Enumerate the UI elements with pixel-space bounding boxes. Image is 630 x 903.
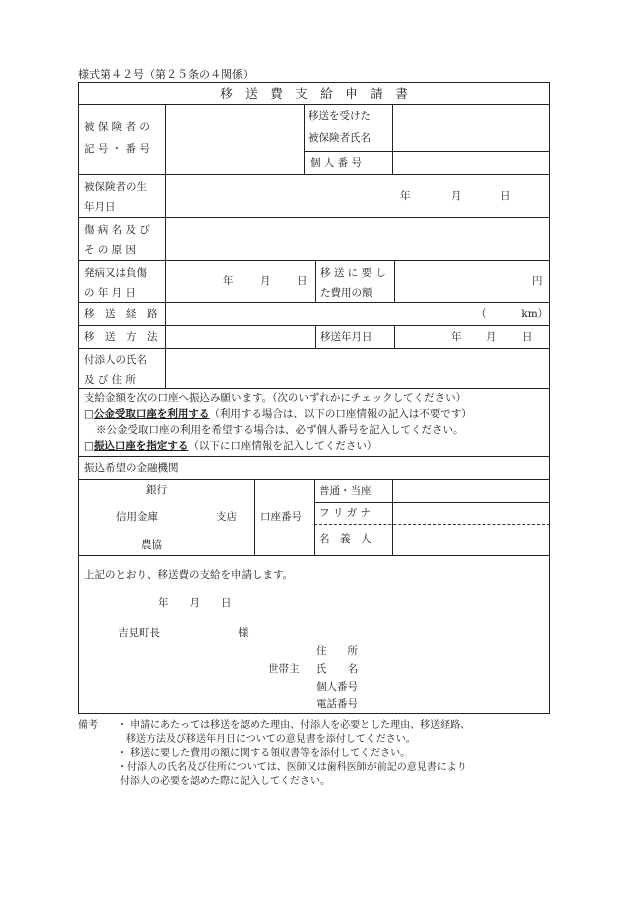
border-right bbox=[549, 82, 550, 714]
option-public-account-label: 公金受取口座を利用する bbox=[93, 408, 210, 420]
yen-unit: 円 bbox=[532, 275, 543, 287]
option-specified-account-label: 振込口座を指定する bbox=[93, 440, 189, 452]
rule bbox=[392, 479, 393, 555]
rule bbox=[78, 325, 550, 326]
rule bbox=[78, 348, 550, 349]
checkbox-public-account[interactable]: □ bbox=[84, 408, 94, 420]
rule bbox=[315, 325, 316, 348]
birth-label-1: 被保険者の生 bbox=[84, 181, 147, 193]
household-head-label: 世帯主 bbox=[268, 663, 300, 675]
applicant-personal-number-label: 個人番号 bbox=[316, 681, 358, 693]
applicant-address-label: 住 所 bbox=[316, 645, 358, 657]
injury-label-2: そ の 原 因 bbox=[84, 244, 137, 256]
applicant-name-label: 氏 名 bbox=[316, 663, 358, 675]
insured-code-label-1: 被 保 険 者 の bbox=[84, 121, 150, 133]
route-label: 移 送 経 路 bbox=[84, 308, 158, 320]
rule bbox=[304, 151, 550, 152]
rule bbox=[78, 302, 550, 303]
border-left bbox=[78, 82, 79, 714]
personal-number-label: 個 人 番 号 bbox=[310, 157, 363, 169]
rule bbox=[78, 555, 550, 556]
rule bbox=[78, 217, 550, 218]
remark-2: ・ 移送に要した費用の額に関する領収書等を添付してください。 bbox=[117, 748, 411, 759]
rule bbox=[78, 260, 550, 261]
credit-union-label: 信用金庫 bbox=[116, 511, 158, 523]
transport-date-label: 移送年月日 bbox=[320, 331, 373, 343]
birth-day: 日 bbox=[500, 190, 511, 202]
remark-3-cont: 付添人の必要を認めた際に記入してください。 bbox=[120, 776, 330, 787]
onset-label-2: の 年 月 日 bbox=[84, 287, 137, 299]
onset-month: 月 bbox=[260, 275, 271, 287]
application-form bbox=[78, 82, 550, 714]
form-number: 様式第４２号（第２５条の４関係） bbox=[78, 68, 254, 81]
remark-1: ・ 申請にあたっては移送を認めた理由、付添人を必要とした理由、移送経路、 bbox=[117, 720, 471, 731]
addressee-honorific: 様 bbox=[238, 627, 249, 639]
bank-heading: 振込希望の金融機関 bbox=[84, 462, 179, 474]
furigana-label: フ リ ガ ナ bbox=[319, 507, 372, 519]
transport-month: 月 bbox=[486, 331, 497, 343]
transported-name-label-2: 被保険者氏名 bbox=[308, 132, 371, 144]
payment-intro: 支給金額を次の口座へ振込み願います。（次のいずれかにチェックしてください） bbox=[84, 392, 467, 404]
option-specified-account[interactable] bbox=[84, 441, 377, 452]
declaration-text: 上記のとおり、移送費の支給を申請します。 bbox=[84, 569, 294, 581]
border-top bbox=[78, 82, 550, 83]
rule bbox=[304, 104, 305, 174]
rule bbox=[78, 104, 550, 105]
onset-day: 日 bbox=[297, 275, 308, 287]
onset-year: 年 bbox=[223, 275, 234, 287]
transport-year: 年 bbox=[451, 331, 462, 343]
branch-label: 支店 bbox=[216, 511, 237, 523]
agri-coop-label: 農協 bbox=[141, 539, 162, 551]
remark-1-cont: 移送方法及び移送年月日についての意見書を添付してください。 bbox=[126, 734, 416, 745]
account-type-label: 普通・当座 bbox=[319, 485, 372, 497]
applicant-phone-label: 電話番号 bbox=[316, 698, 358, 710]
rule bbox=[165, 104, 166, 388]
option-public-account[interactable] bbox=[84, 409, 472, 420]
cost-label-2: た費用の額 bbox=[320, 287, 373, 299]
remarks-label: 備考 bbox=[78, 720, 98, 731]
rule bbox=[315, 260, 316, 302]
account-number-label: 口座番号 bbox=[260, 511, 302, 523]
rule bbox=[314, 502, 550, 503]
km-unit: （ km） bbox=[476, 308, 549, 320]
rule bbox=[78, 388, 550, 389]
birth-month: 月 bbox=[451, 190, 462, 202]
rule bbox=[78, 456, 550, 457]
option-public-account-note: （利用する場合は、以下の口座情報の記入は不要です） bbox=[209, 408, 472, 420]
transport-day: 日 bbox=[522, 331, 533, 343]
form-title: 移 送 費 支 給 申 請 書 bbox=[220, 86, 408, 101]
dashed-rule bbox=[314, 524, 550, 525]
remark-3: ・付添人の氏名及び住所については、医師又は歯科医師が前記の意見書により bbox=[117, 762, 467, 773]
injury-label-1: 傷 病 名 及 び bbox=[84, 224, 150, 236]
attendant-label-2: 及 び 住 所 bbox=[84, 374, 137, 386]
rule bbox=[78, 174, 550, 175]
onset-label-1: 発病又は負傷 bbox=[84, 267, 147, 279]
rule bbox=[394, 260, 395, 302]
rule bbox=[254, 479, 255, 555]
birth-year: 年 bbox=[400, 190, 411, 202]
holder-label: 名 義 人 bbox=[319, 533, 372, 545]
public-account-note: ※公金受取口座の利用を希望する場合は、必ず個人番号を記入してください。 bbox=[96, 424, 464, 436]
method-label: 移 送 方 法 bbox=[84, 331, 158, 343]
checkbox-specified-account[interactable]: □ bbox=[84, 440, 94, 452]
option-specified-account-note: （以下に口座情報を記入してください） bbox=[188, 440, 378, 452]
transported-name-label-1: 移送を受けた bbox=[308, 110, 371, 122]
insured-code-label-2: 記 号 ・ 番 号 bbox=[84, 143, 150, 155]
rule bbox=[314, 479, 315, 555]
rule bbox=[394, 325, 395, 348]
attendant-label-1: 付添人の氏名 bbox=[84, 354, 147, 366]
addressee: 吉見町長 bbox=[118, 627, 160, 639]
rule bbox=[392, 104, 393, 174]
birth-label-2: 年月日 bbox=[84, 201, 116, 213]
bank-label: 銀行 bbox=[146, 484, 167, 496]
declaration-date: 年 月 日 bbox=[158, 597, 232, 609]
border-bottom bbox=[78, 713, 550, 714]
cost-label-1: 移 送 に 要 し bbox=[320, 267, 386, 279]
